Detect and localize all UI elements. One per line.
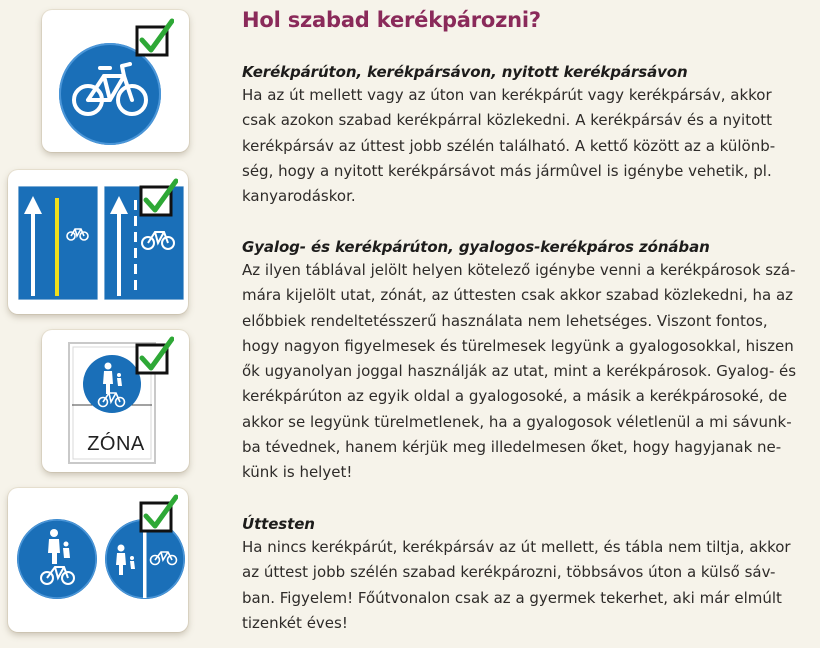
checkmark-icon xyxy=(138,494,178,534)
text-line: akkor se legyünk türelmetlenek, ha a gyalogosok véletlenül a mi sávunk- xyxy=(242,412,792,431)
text-line: Az ilyen táblával jelölt helyen kötelező igénybe venni a kerékpárosok szá- xyxy=(242,261,796,279)
text-line: ba tévednek, hanem kérjük meg illedelmesen őket, hogy hagyjanak ne- xyxy=(242,438,782,457)
section-body xyxy=(242,83,807,209)
text-line: tizenkét éves! xyxy=(242,613,348,632)
zone-label: ZÓNA xyxy=(87,433,145,455)
section-body xyxy=(242,258,807,486)
bike-lane-sign-icon xyxy=(18,186,98,300)
text-line: kerékpárúton az egyik oldal a gyalogosoké, a másik a kerékpárosoké, de xyxy=(242,387,788,406)
page-title: Hol szabad kerékpározni? xyxy=(242,8,541,32)
shared-path-sign-icon xyxy=(16,518,98,600)
section-body xyxy=(242,535,807,636)
text-line: kanyarodáskor. xyxy=(242,187,356,206)
checkmark-icon xyxy=(134,18,174,58)
section-heading: Gyalog- és kerékpárúton, gyalogos-kerékpáros zónában xyxy=(242,238,710,256)
text-line: kerékpársáv az úttest jobb szélén található. A kettő között az a különb- xyxy=(242,136,776,155)
text-line: ők ugyanolyan joggal használják az utat, mint a kerékpárosok. Gyalog- és xyxy=(242,362,797,381)
text-line: csak azokon szabad kerékpárral közlekedni. A kerékpársáv és a nyitott xyxy=(242,111,773,130)
text-line: előbbiek rendeltetésszerű használata nem lehetséges. Viszont fontos, xyxy=(242,311,768,330)
text-line: künk is helyet! xyxy=(242,463,353,482)
text-line: Ha az út mellett vagy az úton van kerékpárút vagy kerékpársáv, akkor xyxy=(242,86,772,104)
text-line: hogy nagyon figyelmesek és türelmesek legyünk a gyalogosokkal, hiszen xyxy=(242,336,794,355)
section-bike-lane xyxy=(242,61,807,209)
text-line: az úttest jobb szélén szabad kerékpározni, többsávos úton a külső sáv- xyxy=(242,563,776,582)
text-line: mára kijelölt utat, zónát, az úttesten csak akkor szabad közlekedni, ha az xyxy=(242,286,794,305)
text-line: ban. Figyelem! Főútvonalon csak az a gyermek tekerhet, aki már elmúlt xyxy=(242,588,782,607)
section-heading: Kerékpárúton, kerékpársávon, nyitott kerékpársávon xyxy=(242,63,688,81)
text-line: Ha nincs kerékpárút, kerékpársáv az út mellett, és tábla nem tiltja, akkor xyxy=(242,538,791,556)
section-heading: Úttesten xyxy=(242,515,315,533)
checkmark-icon xyxy=(138,178,178,218)
section-roadway xyxy=(242,513,807,636)
section-shared-path xyxy=(242,236,807,486)
text-line: ség, hogy a nyitott kerékpársávot más jármûvel is igénybe vehetik, pl. xyxy=(242,161,772,180)
checkmark-icon xyxy=(134,336,174,376)
